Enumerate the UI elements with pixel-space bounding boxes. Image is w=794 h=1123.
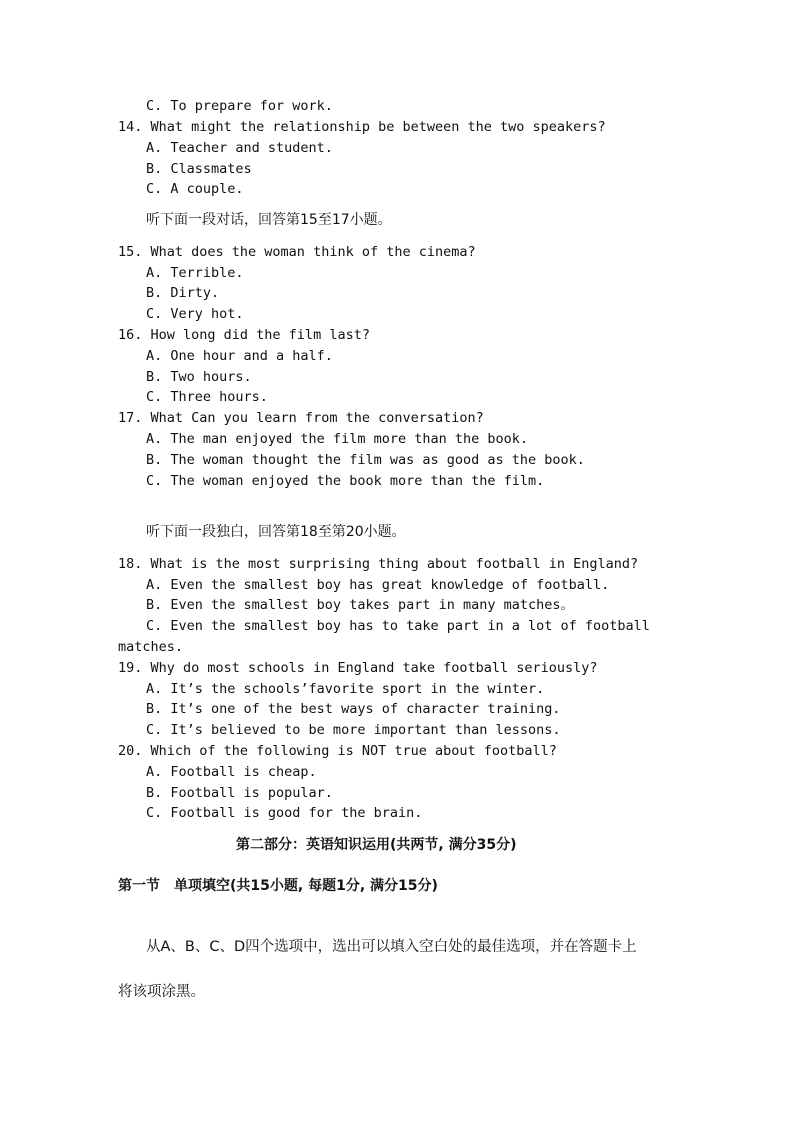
part-two-heading: 第二部分：英语知识运用(共两节, 满分35分) [236, 837, 517, 853]
option-14c: C. A couple. [146, 181, 244, 197]
option-19a: A. It’s the schools’favorite sport in the winter. [146, 681, 545, 697]
section-instruction-line-1: 从A、B、C、D四个选项中，选出可以填入空白处的最佳选项，并在答题卡上 [146, 939, 637, 955]
option-16c: C. Three hours. [146, 389, 268, 405]
option-16b: B. Two hours. [146, 369, 252, 385]
option-14a: A. Teacher and student. [146, 140, 333, 156]
option-16a: A. One hour and a half. [146, 348, 333, 364]
question-20: 20. Which of the following is NOT true about football? [118, 743, 557, 759]
question-15: 15. What does the woman think of the cinema? [118, 244, 476, 260]
option-17c: C. The woman enjoyed the book more than the film. [146, 473, 545, 489]
option-20a: A. Football is cheap. [146, 764, 317, 780]
question-17: 17. What Can you learn from the conversation? [118, 410, 484, 426]
listening-instruction-18-20: 听下面一段独白，回答第18至第20小题。 [146, 524, 406, 540]
option-15b: B. Dirty. [146, 285, 220, 301]
option-18c: C. Even the smallest boy has to take part in a lot of football [146, 618, 650, 634]
option-17b: B. The woman thought the film was as good as the book. [146, 452, 585, 468]
option-20c: C. Football is good for the brain. [146, 805, 423, 821]
question-19: 19. Why do most schools in England take football seriously? [118, 660, 598, 676]
option-15c: C. Very hot. [146, 306, 244, 322]
question-14: 14. What might the relationship be between the two speakers? [118, 119, 606, 135]
option-18c-continued: matches. [118, 639, 184, 655]
question-16: 16. How long did the film last? [118, 327, 370, 343]
option-18b: B. Even the smallest boy takes part in many matches。 [146, 597, 575, 613]
question-18: 18. What is the most surprising thing about football in England? [118, 556, 639, 572]
option-14b: B. Classmates [146, 161, 252, 177]
option-19b: B. It’s one of the best ways of character training. [146, 701, 561, 717]
section-one-heading: 第一节 单项填空(共15小题, 每题1分, 满分15分) [118, 878, 438, 894]
section-instruction-line-2: 将该项涂黑。 [118, 984, 205, 1000]
option-15a: A. Terrible. [146, 265, 244, 281]
option-18a: A. Even the smallest boy has great knowledge of football. [146, 577, 610, 593]
option-20b: B. Football is popular. [146, 785, 333, 801]
option-17a: A. The man enjoyed the film more than the book. [146, 431, 529, 447]
option-13c: C. To prepare for work. [146, 98, 333, 114]
option-19c: C. It’s believed to be more important than lessons. [146, 722, 561, 738]
listening-instruction-15-17: 听下面一段对话，回答第15至17小题。 [146, 212, 392, 228]
